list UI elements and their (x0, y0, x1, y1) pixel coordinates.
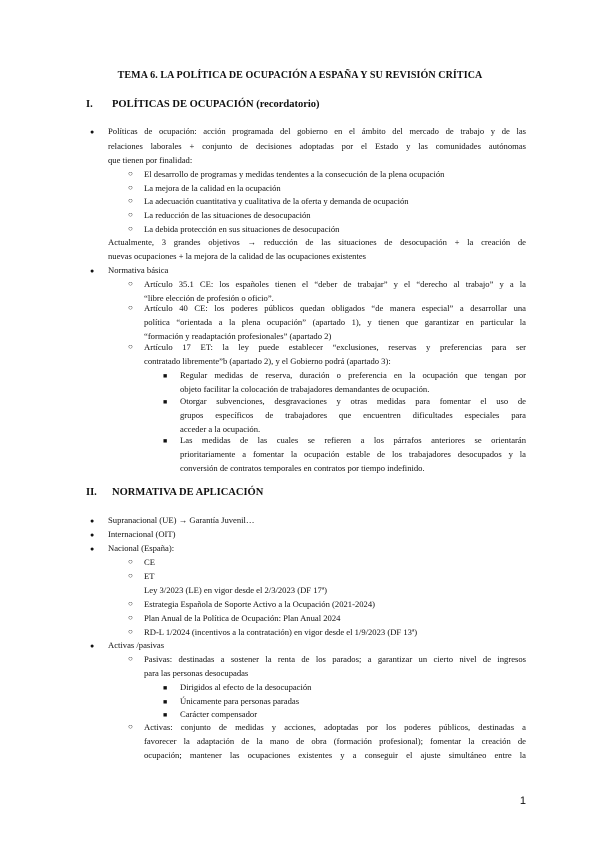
bullet-circle: ○ (128, 613, 133, 622)
paragraph-line: nuevas ocupaciones + la mejora de la calidad de las ocupaciones existentes (108, 251, 367, 261)
bullet-circle: ○ (128, 210, 133, 219)
paragraph-line: Pasivas: destinadas a sostener la renta de los parados; a garantizar un cierto nivel de ingresos (144, 654, 526, 664)
bullet-circle: ○ (128, 183, 133, 192)
list-item: La adecuación cuantitativa y cualitativa de la oferta y demanda de ocupación (144, 196, 409, 206)
bullet-dot: ● (90, 545, 95, 553)
paragraph-line: contratado libremente”b (apartado 2), y el Gobierno podrá (apartado 3): (144, 356, 391, 366)
bullet-square: ■ (163, 437, 168, 445)
bullet-dot: ● (90, 517, 95, 525)
paragraph-line: grupos específicos de trabajadores que encuentren dificultades especiales para (180, 410, 526, 420)
bullet-square: ■ (163, 372, 168, 380)
list-item: Únicamente para personas paradas (180, 696, 300, 706)
paragraph-line: Activas: conjunto de medidas y acciones, adoptadas por los poderes públicos, destinadas a (144, 722, 526, 732)
list-item: Ley 3/2023 (LE) en vigor desde el 2/3/2023 (DF 17ª) (144, 585, 328, 595)
paragraph-line: para las personas desocupadas (144, 668, 249, 678)
bullet-square: ■ (163, 398, 168, 406)
list-item: RD-L 1/2024 (incentivos a la contratación) en vigor desde el 1/9/2023 (DF 13ª) (144, 627, 418, 637)
bullet-circle: ○ (128, 303, 133, 312)
paragraph-line: relaciones laborales + conjunto de decisiones adoptadas por el Estado y las comunidades autónomas (108, 140, 526, 151)
bullet-circle: ○ (128, 196, 133, 205)
list-item: Activas /pasivas (108, 640, 165, 650)
section-2-heading (86, 487, 263, 498)
paragraph-line: “libre elección de profesión o oficio”. (144, 293, 274, 303)
paragraph-line: “formación y readaptación profesionales” (apartado 2) (144, 331, 332, 341)
bullet-circle: ○ (128, 279, 133, 288)
bullet-dot: ● (90, 531, 95, 539)
bullet-square: ■ (163, 684, 168, 692)
paragraph-line: Artículo 40 CE: los poderes públicos quedan obligados “de manera especial” a desarrollar una (144, 303, 526, 313)
paragraph-line: acceder a la ocupación. (180, 424, 261, 434)
list-item: La debida protección en sus situaciones de desocupación (144, 224, 340, 234)
section-2-number: II. (86, 487, 97, 498)
document-title: TEMA 6. LA POLÍTICA DE OCUPACIÓN A ESPAÑA Y SU REVISIÓN CRÍTICA (117, 70, 483, 81)
bullet-square: ■ (163, 698, 168, 706)
section-1-number: I. (86, 99, 93, 110)
paragraph-line: ocupación; mantener las ocupaciones existentes y a conseguir el ajuste simultáneo entre la (144, 750, 526, 760)
paragraph-line: Regular medidas de reserva, duración o preferencia en la ocupación que tengan por (180, 370, 526, 380)
paragraph-line: objeto facilitar la colocación de trabajadores demandantes de ocupación. (180, 384, 430, 394)
list-item: El desarrollo de programas y medidas tendentes a la consecución de la plena ocupación (144, 169, 445, 179)
paragraph-line: que tienen por finalidad: (108, 155, 193, 165)
list-item: Dirigidos al efecto de la desocupación (180, 682, 312, 692)
bullet-circle: ○ (128, 342, 133, 351)
paragraph-line: Artículo 17 ET: la ley puede establecer “exclusiones, reservas y preferencias para ser (144, 342, 526, 352)
bullet-circle: ○ (128, 557, 133, 566)
list-item: La mejora de la calidad en la ocupación (144, 183, 281, 193)
list-item: Nacional (España): (108, 543, 175, 553)
section-1-heading (86, 99, 320, 110)
bullet-circle: ○ (128, 599, 133, 608)
paragraph-line: prioritariamente a fomentar la ocupación estable de los trabajadores desocupados y la (180, 449, 526, 459)
list-item: Estrategia Española de Soporte Activo a la Ocupación (2021-2024) (144, 599, 376, 609)
paragraph-line: Actualmente, 3 grandes objetivos → reducción de las situaciones de desocupación + la creación de (108, 237, 526, 247)
list-item: Internacional (OIT) (108, 529, 176, 539)
paragraph-line: política “orientada a la plena ocupación” (apartado 1), y tienen que garantizar en particular la (144, 317, 526, 327)
bullet-circle: ○ (128, 722, 133, 731)
list-item: Carácter compensador (180, 709, 258, 719)
bullet-dot: ● (90, 267, 95, 275)
list-item: ET (144, 571, 155, 581)
bullet-circle: ○ (128, 169, 133, 178)
paragraph-line: conversión de contratos temporales en contratos por tiempo indefinido. (180, 463, 425, 473)
bullet-circle: ○ (128, 224, 133, 233)
bullet-dot: ● (90, 128, 95, 136)
list-item: Plan Anual de la Política de Ocupación: Plan Anual 2024 (144, 613, 341, 623)
paragraph-line: favorecer la adaptación de la mano de obra (formación profesional); fomentar la creación de (144, 736, 526, 746)
page-number: 1 (519, 795, 526, 807)
paragraph-line: Las medidas de las cuales se refieren a los párrafos anteriores se orientarán (180, 435, 526, 445)
bullet-circle: ○ (128, 654, 133, 663)
section-1-title: POLÍTICAS DE OCUPACIÓN (recordatorio) (112, 99, 320, 110)
bullet-dot: ● (90, 642, 95, 650)
bullet-circle: ○ (128, 627, 133, 636)
list-item: Normativa básica (108, 265, 169, 275)
bullet-circle: ○ (128, 571, 133, 580)
paragraph-line: Otorgar subvenciones, desgravaciones y otras medidas para fomentar el uso de (180, 396, 526, 406)
list-item: CE (144, 557, 155, 567)
list-item: Supranacional (UE) → Garantía Juvenil… (108, 515, 255, 525)
bullet-square: ■ (163, 711, 168, 719)
list-item: La reducción de las situaciones de desocupación (144, 210, 311, 220)
section-2-title: NORMATIVA DE APLICACIÓN (112, 487, 264, 498)
paragraph-line: Políticas de ocupación: acción programada del gobierno en el ámbito del mercado de trabajo y de las (108, 126, 526, 136)
paragraph-line: Artículo 35.1 CE: los españoles tienen el “deber de trabajar” y el “derecho al trabajo” y a la (144, 279, 526, 289)
